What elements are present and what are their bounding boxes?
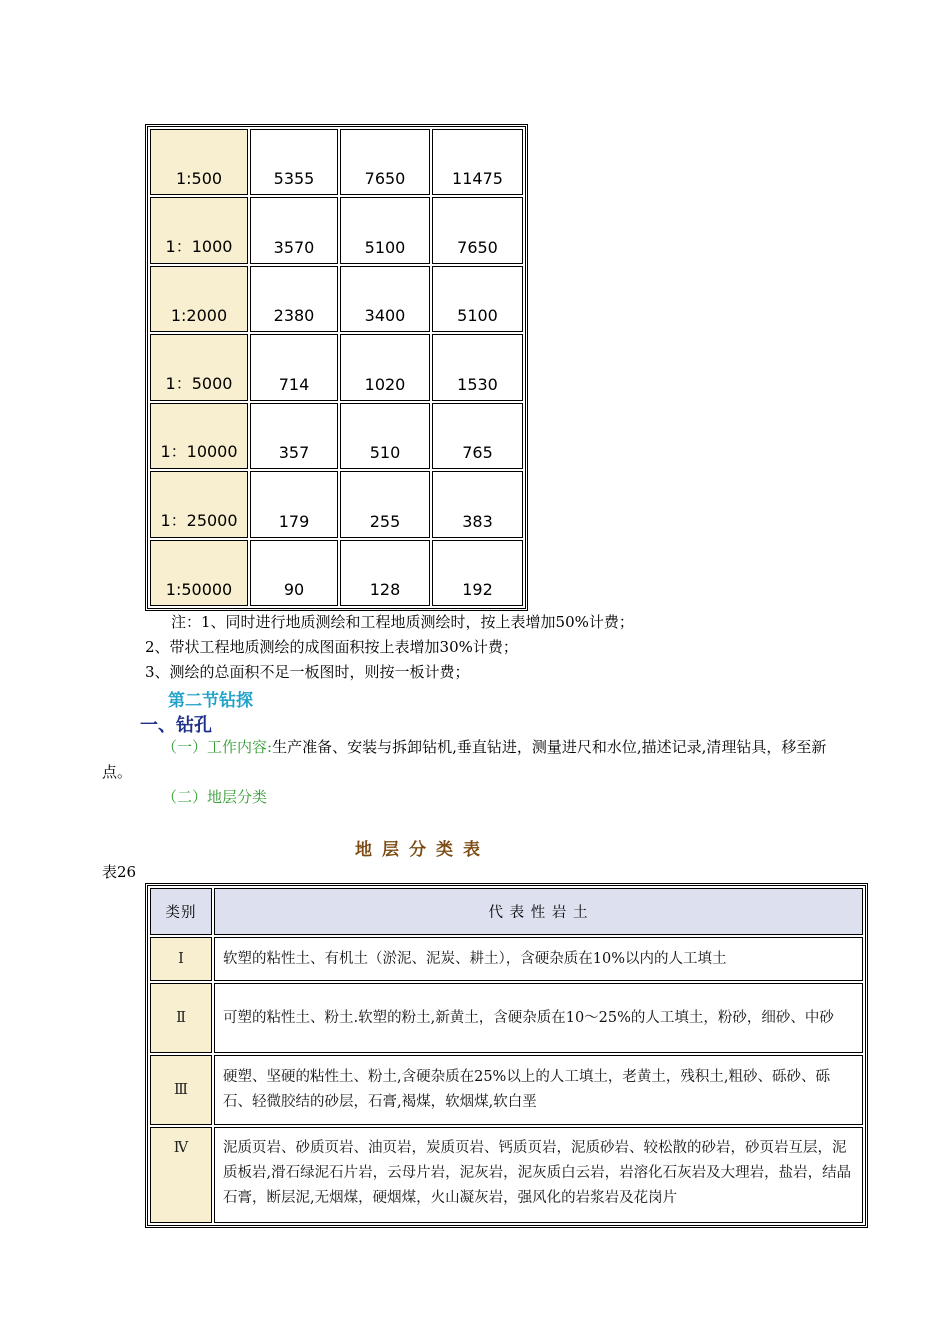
- strata-table: [145, 883, 868, 1228]
- strata-description: 泥质页岩、砂质页岩、油页岩，炭质页岩、钙质页岩，泥质砂岩、较松散的砂岩，砂页岩互层，泥质板岩,滑石绿泥石片岩，云母片岩，泥灰岩，泥灰质白云岩，岩溶化石灰岩及大理岩，盐岩，结晶石膏，断层泥,无烟煤，硬烟煤，火山凝灰岩，强风化的岩浆岩及花岗片: [214, 1127, 863, 1223]
- scale-cell: 1:2000: [150, 266, 248, 332]
- rate-table-row: [150, 129, 523, 195]
- fee-cell: 510: [340, 403, 430, 469]
- fee-cell: 255: [340, 471, 430, 537]
- rate-table-row: [150, 540, 523, 606]
- fee-cell: 357: [250, 403, 338, 469]
- fee-cell: 765: [432, 403, 523, 469]
- fee-cell: 5100: [432, 266, 523, 332]
- fee-cell: 90: [250, 540, 338, 606]
- rate-table-row: [150, 403, 523, 469]
- table-number: 表26: [102, 863, 137, 881]
- rate-table-row: [150, 471, 523, 537]
- scale-cell: 1:500: [150, 129, 248, 195]
- scale-cell: 1:50000: [150, 540, 248, 606]
- fee-cell: 7650: [340, 129, 430, 195]
- subsection-title: 一、钻孔: [140, 715, 212, 736]
- header-category: 类别: [150, 888, 212, 935]
- strata-category: Ⅱ: [150, 983, 212, 1053]
- fee-cell: 7650: [432, 197, 523, 263]
- rate-table-row: [150, 334, 523, 400]
- fee-cell: 192: [432, 540, 523, 606]
- strata-category: Ⅳ: [150, 1127, 212, 1223]
- fee-cell: 5355: [250, 129, 338, 195]
- fee-cell: 1530: [432, 334, 523, 400]
- fee-cell: 3400: [340, 266, 430, 332]
- scale-cell: 1：25000: [150, 471, 248, 537]
- fee-cell: 5100: [340, 197, 430, 263]
- strata-header-row: [150, 888, 863, 935]
- fee-cell: 179: [250, 471, 338, 537]
- strata-row: [150, 937, 863, 981]
- strata-label: （二）地层分类: [162, 788, 268, 806]
- note-1: 注：1、同时进行地质测绘和工程地质测绘时，按上表增加50%计费；: [171, 613, 634, 631]
- note-3: 3、测绘的总面积不足一板图时，则按一板计费；: [145, 663, 470, 681]
- strata-category: Ⅲ: [150, 1055, 212, 1125]
- strata-row: [150, 983, 863, 1053]
- rate-table-row: [150, 266, 523, 332]
- fee-cell: 3570: [250, 197, 338, 263]
- strata-description: 硬塑、坚硬的粘性土、粉土,含硬杂质在25%以上的人工填土，老黄土，残积土,粗砂、砾砂、砾石、轻微胶结的砂层，石膏,褐煤，软烟煤,软白垩: [214, 1055, 863, 1125]
- fee-cell: 383: [432, 471, 523, 537]
- rate-table: [145, 124, 528, 611]
- section-title: 第二节钻探: [168, 691, 253, 711]
- note-2: 2、带状工程地质测绘的成图面积按上表增加30%计费；: [145, 638, 518, 656]
- fee-cell: 714: [250, 334, 338, 400]
- work-content-line: [162, 736, 826, 758]
- scale-cell: 1：10000: [150, 403, 248, 469]
- strata-category: Ⅰ: [150, 937, 212, 981]
- strata-description: 软塑的粘性土、有机土（淤泥、泥炭、耕土），含硬杂质在10%以内的人工填土: [214, 937, 863, 981]
- work-content-label: （一）工作内容:: [162, 738, 273, 756]
- fee-cell: 2380: [250, 266, 338, 332]
- fee-cell: 11475: [432, 129, 523, 195]
- header-representative-soil: 代 表 性 岩 土: [214, 888, 863, 935]
- work-content-text: 生产准备、安装与拆卸钻机,垂直钻进，测量进尺和水位,描述记录,清理钻具，移至新: [272, 738, 827, 756]
- scale-cell: 1：1000: [150, 197, 248, 263]
- work-content-cont: 点。: [102, 763, 133, 781]
- strata-row: [150, 1055, 863, 1125]
- rate-table-row: [150, 197, 523, 263]
- scale-cell: 1：5000: [150, 334, 248, 400]
- fee-cell: 128: [340, 540, 430, 606]
- strata-row: [150, 1127, 863, 1223]
- strata-description: 可塑的粘性土、粉土.软塑的粉土,新黄土，含硬杂质在10～25%的人工填土，粉砂，细砂、中砂: [214, 983, 863, 1053]
- strata-table-title: 地层分类表: [355, 840, 490, 860]
- fee-cell: 1020: [340, 334, 430, 400]
